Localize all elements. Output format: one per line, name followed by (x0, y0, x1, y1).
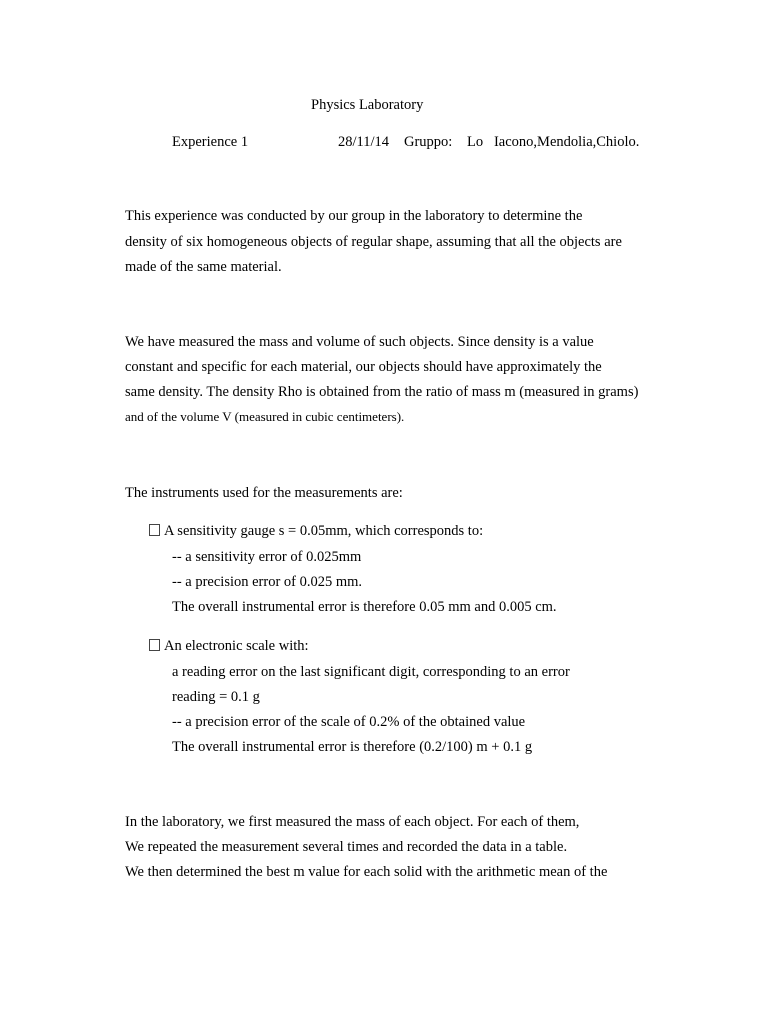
instrument-detail: reading = 0.1 g (172, 689, 260, 705)
intro-line: This experience was conducted by our group in the laboratory to determine the (125, 208, 583, 224)
instrument-heading (149, 524, 483, 539)
instrument-heading-text: A sensitivity gauge s = 0.05mm, which corresponds to: (164, 523, 484, 539)
date-text: 28/11/14 (338, 134, 390, 150)
instrument-detail: -- a sensitivity error of 0.025mm (172, 549, 362, 565)
missing-glyph-bullet-icon (149, 639, 160, 651)
instrument-detail: -- a precision error of 0.025 mm. (172, 574, 363, 590)
group-members: Lo Iacono,Mendolia,Chiolo. (467, 134, 640, 150)
intro-line: density of six homogeneous objects of regular shape, assuming that all the objects are (125, 234, 622, 250)
measurement-line: We have measured the mass and volume of such objects. Since density is a value (125, 334, 594, 350)
procedure-line: We then determined the best m value for each solid with the arithmetic mean of the (125, 864, 608, 880)
instrument-detail: a reading error on the last significant digit, corresponding to an error (172, 664, 570, 680)
instrument-detail: -- a precision error of the scale of 0.2% of the obtained value (172, 714, 526, 730)
page-title: Physics Laboratory (311, 97, 424, 113)
procedure-line: In the laboratory, we first measured the mass of each object. For each of them, (125, 814, 580, 830)
experience-label: Experience 1 (172, 134, 249, 150)
instrument-detail: The overall instrumental error is therefore 0.05 mm and 0.005 cm. (172, 599, 557, 615)
instruments-intro: The instruments used for the measurements are: (125, 485, 403, 501)
measurement-line: same density. The density Rho is obtained from the ratio of mass m (measured in grams) (125, 384, 639, 400)
intro-line: made of the same material. (125, 259, 282, 275)
measurement-line: and of the volume V (measured in cubic centimeters). (125, 409, 405, 424)
group-label: Gruppo: (404, 134, 453, 150)
instrument-heading-text: An electronic scale with: (164, 638, 309, 654)
missing-glyph-bullet-icon (149, 524, 160, 536)
procedure-line: We repeated the measurement several times and recorded the data in a table. (125, 839, 568, 855)
instrument-detail: The overall instrumental error is therefore (0.2/100) m + 0.1 g (172, 739, 533, 755)
instrument-heading (149, 639, 309, 654)
measurement-line: constant and specific for each material, our objects should have approximately the (125, 359, 602, 375)
